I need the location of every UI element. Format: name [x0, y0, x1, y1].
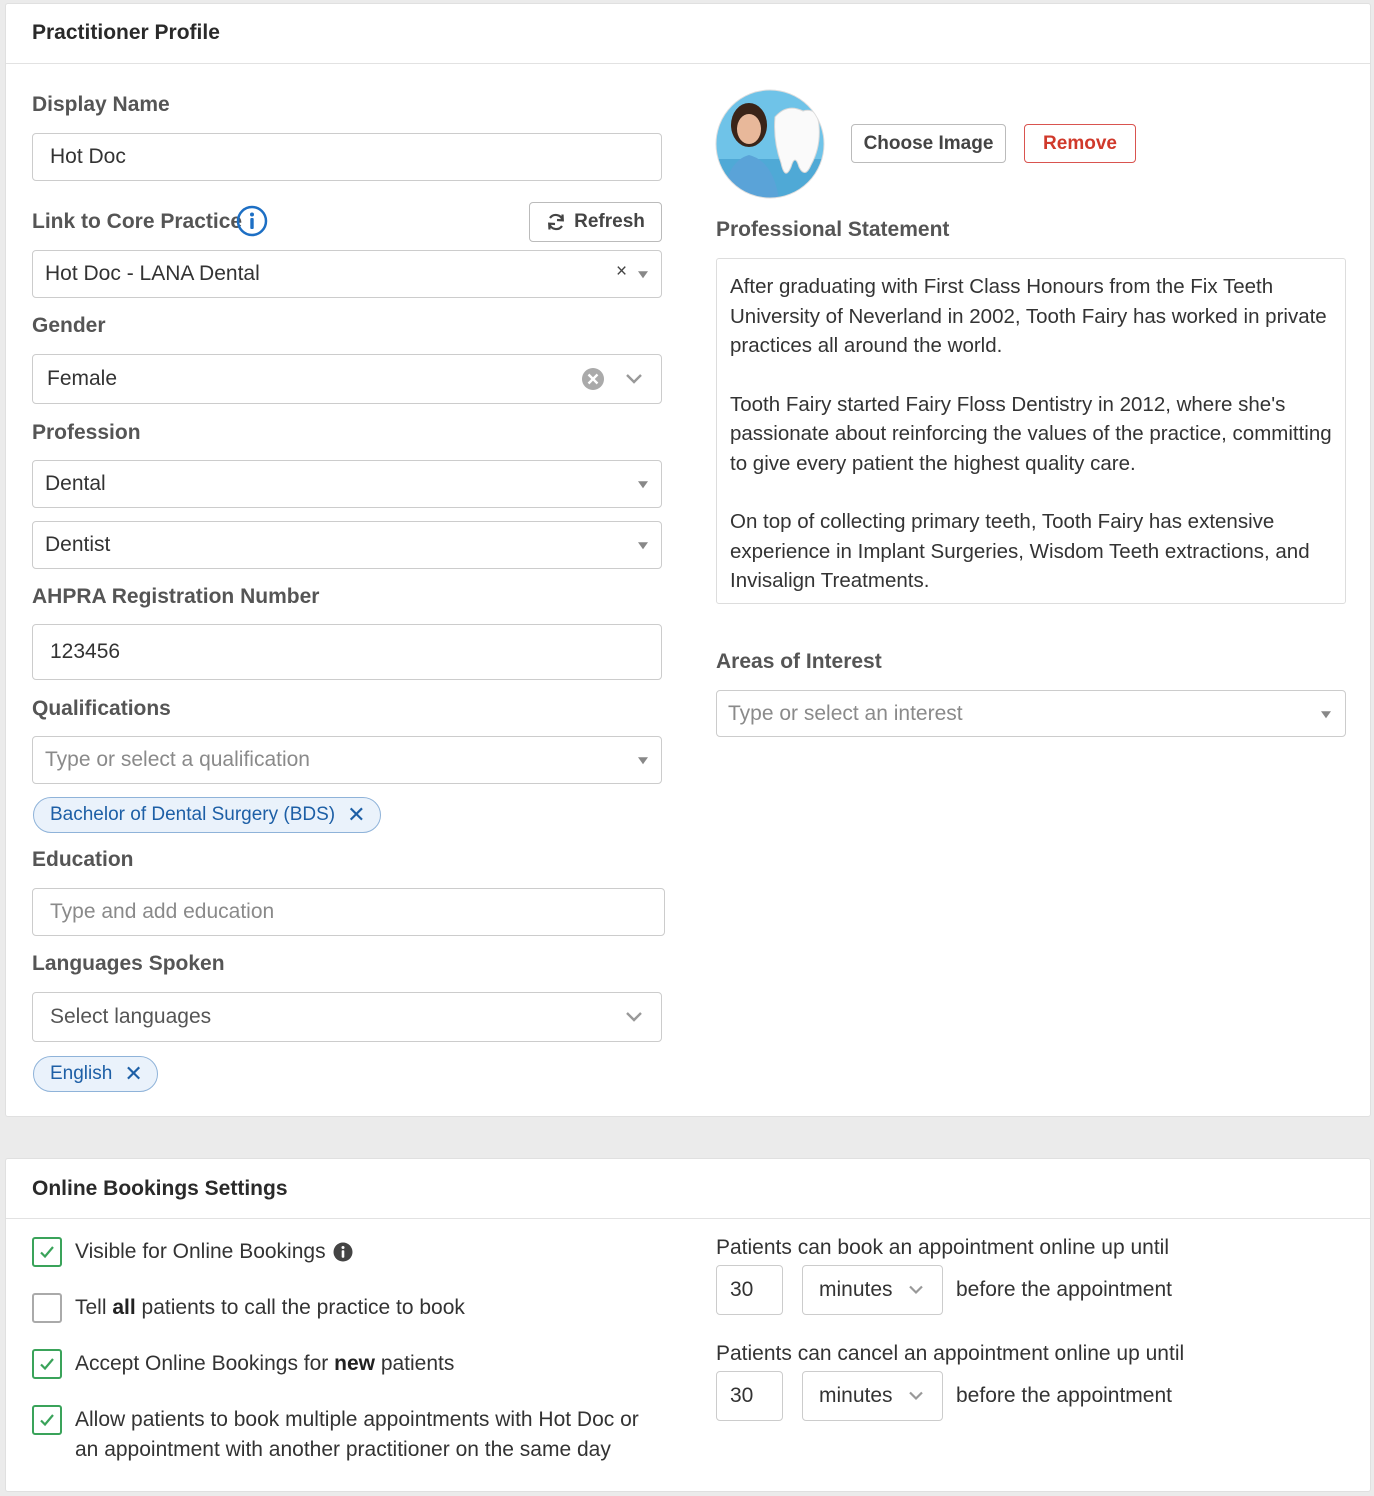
info-icon[interactable]: [333, 1242, 353, 1262]
book-until-unit: minutes: [819, 1278, 893, 1301]
accept-new-label: Accept Online Bookings for new patients: [75, 1352, 455, 1375]
book-until-input[interactable]: [716, 1265, 783, 1315]
cancel-until-unit: minutes: [819, 1384, 893, 1407]
gender-value: Female: [47, 367, 118, 390]
qualifications-label: Qualifications: [32, 697, 171, 720]
refresh-label: Refresh: [574, 211, 645, 232]
multiple-appointments-checkbox[interactable]: [32, 1405, 62, 1435]
cancel-until-value: 30: [730, 1384, 754, 1407]
visible-label: Visible for Online Bookings: [75, 1240, 326, 1263]
profile-header: [6, 4, 1370, 64]
ahpra-input[interactable]: [32, 624, 662, 680]
remove-image-label: Remove: [1043, 132, 1117, 154]
visible-checkbox[interactable]: [32, 1237, 62, 1267]
cancel-until-suffix: before the appointment: [956, 1384, 1172, 1407]
languages-placeholder: Select languages: [50, 1005, 212, 1028]
qualifications-placeholder: Type or select a qualification: [45, 748, 310, 771]
caret-down-icon: [638, 481, 648, 488]
clear-icon[interactable]: ×: [616, 261, 628, 282]
education-input[interactable]: [32, 888, 665, 936]
ahpra-value: 123456: [50, 640, 121, 663]
statement-label: Professional Statement: [716, 218, 950, 241]
book-until-value: 30: [730, 1278, 754, 1301]
tell-all-checkbox[interactable]: [32, 1293, 62, 1323]
link-core-label: Link to Core Practice: [32, 210, 243, 233]
avatar: [715, 89, 825, 199]
check-icon: [39, 1356, 55, 1372]
gender-select[interactable]: [32, 354, 662, 404]
statement-paragraph: Tooth Fairy started Fairy Floss Dentistry in 2012, where she's passionate about reinforcing the values of the practice, committing to give every patient the highest quality care.: [730, 392, 1332, 475]
display-name-input[interactable]: [32, 133, 662, 181]
tell-all-label: Tell all patients to call the practice to book: [75, 1296, 465, 1319]
qualification-tag-label: Bachelor of Dental Surgery (BDS): [50, 804, 336, 825]
chevron-down-icon: [908, 1285, 924, 1296]
interests-placeholder: Type or select an interest: [728, 701, 963, 725]
cancel-until-unit-select[interactable]: [802, 1371, 943, 1421]
caret-down-icon: [1321, 711, 1331, 718]
caret-down-icon: [638, 271, 648, 278]
profession-subtype-value: Dentist: [45, 533, 111, 556]
profession-label: Profession: [32, 421, 141, 444]
languages-label: Languages Spoken: [32, 952, 225, 975]
remove-image-button[interactable]: [1024, 124, 1136, 163]
ahpra-label: AHPRA Registration Number: [32, 585, 320, 608]
book-until-suffix: before the appointment: [956, 1278, 1172, 1301]
statement-paragraph: After graduating with First Class Honours from the Fix Teeth University of Neverland in 2002, Tooth Fairy has worked in private practices all around the world.: [730, 275, 1327, 357]
languages-select[interactable]: [32, 992, 662, 1042]
gender-label: Gender: [32, 314, 106, 337]
page-title: Practitioner Profile: [32, 21, 220, 44]
bookings-title: Online Bookings Settings: [32, 1177, 288, 1200]
chevron-down-icon: [625, 1011, 643, 1023]
choose-image-button[interactable]: [851, 124, 1006, 163]
cancel-until-label: Patients can cancel an appointment online up until: [716, 1342, 1185, 1365]
statement-paragraph: On top of collecting primary teeth, Tooth Fairy has extensive experience in Implant Surgeries, Wisdom Teeth extractions, and Invisalign Treatments.: [730, 510, 1310, 592]
language-tag-label: English: [50, 1063, 113, 1084]
interests-select[interactable]: [716, 690, 1346, 737]
language-tag: [33, 1056, 158, 1092]
refresh-button[interactable]: [529, 202, 662, 242]
book-until-label: Patients can book an appointment online up until: [716, 1236, 1169, 1259]
education-label: Education: [32, 848, 134, 871]
practitioner-profile-card: [5, 3, 1371, 1117]
display-name-label: Display Name: [32, 93, 170, 116]
qualifications-select[interactable]: [32, 736, 662, 784]
caret-down-icon: [638, 757, 648, 764]
remove-tag-icon[interactable]: ✕: [347, 802, 366, 827]
profession-subtype-select[interactable]: [32, 521, 662, 569]
profession-select[interactable]: [32, 460, 662, 508]
cancel-until-input[interactable]: [716, 1371, 783, 1421]
education-placeholder: Type and add education: [50, 900, 275, 923]
multiple-appointments-label: Allow patients to book multiple appointments with Hot Doc or an appointment with another practitioner on the same day: [75, 1408, 639, 1461]
core-practice-select[interactable]: [32, 250, 662, 298]
info-icon[interactable]: [236, 205, 268, 237]
choose-image-label: Choose Image: [863, 132, 994, 154]
check-icon: [39, 1244, 55, 1260]
accept-new-checkbox[interactable]: [32, 1349, 62, 1379]
display-name-value: Hot Doc: [50, 145, 126, 168]
core-practice-value: Hot Doc - LANA Dental: [45, 262, 260, 285]
caret-down-icon: [638, 542, 648, 549]
remove-tag-icon[interactable]: ✕: [124, 1061, 143, 1086]
online-bookings-card: [5, 1158, 1371, 1492]
profession-value: Dental: [45, 472, 106, 495]
interests-label: Areas of Interest: [716, 650, 882, 673]
chevron-down-icon: [908, 1391, 924, 1402]
bookings-header: [6, 1159, 1370, 1219]
clear-circle-icon[interactable]: [581, 367, 605, 391]
statement-textarea[interactable]: [716, 258, 1346, 604]
chevron-down-icon: [625, 373, 643, 385]
check-icon: [39, 1412, 55, 1428]
refresh-icon: [546, 212, 566, 232]
qualification-tag: [33, 797, 381, 833]
book-until-unit-select[interactable]: [802, 1265, 943, 1315]
